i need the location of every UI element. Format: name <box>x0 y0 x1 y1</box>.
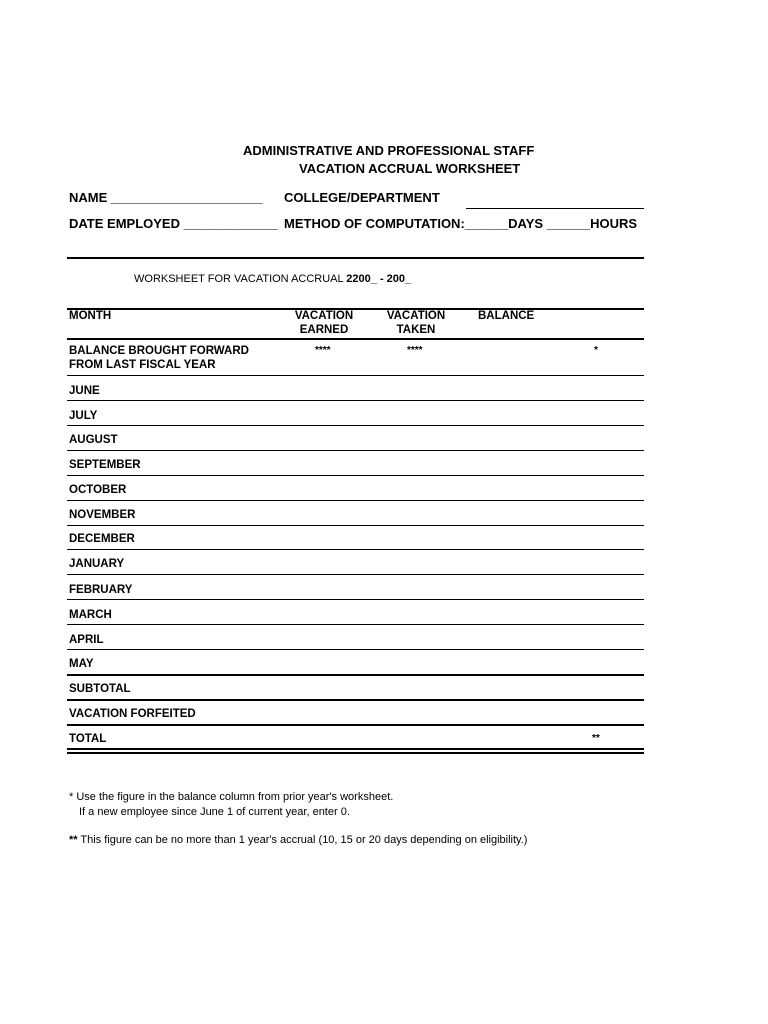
table-row[interactable]: DECEMBER <box>69 533 135 545</box>
table-row[interactable]: FEBRUARY <box>69 584 133 596</box>
row-divider <box>67 450 644 451</box>
row-divider <box>67 400 644 401</box>
table-row[interactable]: NOVEMBER <box>69 509 136 521</box>
table-row[interactable]: SEPTEMBER <box>69 459 141 471</box>
worksheet-years: 2200_ - 200_ <box>346 273 412 285</box>
subtotal-row[interactable]: SUBTOTAL <box>69 683 131 695</box>
table-row[interactable]: JUNE <box>69 385 100 397</box>
column-header-earned-line2: EARNED <box>299 324 349 336</box>
row-divider <box>67 674 644 676</box>
college-department-underline[interactable] <box>466 208 644 209</box>
worksheet-label <box>134 273 411 285</box>
table-bottom-border-double <box>67 752 644 754</box>
header-bottom-border <box>67 338 644 340</box>
row-divider <box>67 525 644 526</box>
row-divider <box>67 375 644 376</box>
footnote-2-text: This figure can be no more than 1 year's accrual (10, 15 or 20 days depending on eligibility.) <box>77 834 528 846</box>
row-divider <box>67 425 644 426</box>
college-department-label: COLLEGE/DEPARTMENT <box>284 190 440 205</box>
row-divider <box>67 699 644 701</box>
table-row[interactable]: OCTOBER <box>69 484 127 496</box>
footnote-1-line1: * Use the figure in the balance column from prior year's worksheet. <box>69 791 394 803</box>
column-header-month: MONTH <box>69 310 112 322</box>
row-divider <box>67 724 644 726</box>
total-row[interactable]: TOTAL <box>69 733 107 745</box>
row-divider <box>67 574 644 575</box>
total-balance-mark: ** <box>592 733 600 744</box>
footnote-2 <box>69 833 527 848</box>
row-divider <box>67 649 644 650</box>
worksheet-label-text: WORKSHEET FOR VACATION ACCRUAL <box>134 273 344 285</box>
table-row[interactable]: APRIL <box>69 634 104 646</box>
method-of-computation-field[interactable]: METHOD OF COMPUTATION:______DAYS ______HOURS <box>284 216 638 231</box>
table-row[interactable]: MAY <box>69 658 94 670</box>
footnote-1-line2: If a new employee since June 1 of current year, enter 0. <box>79 806 350 818</box>
row-divider <box>67 475 644 476</box>
vacation-forfeited-row[interactable]: VACATION FORFEITED <box>69 708 196 720</box>
column-header-balance: BALANCE <box>478 310 535 322</box>
balance-forward-earned-mark: **** <box>315 345 331 356</box>
date-employed-field[interactable]: DATE EMPLOYED _____________ <box>69 216 278 231</box>
table-row[interactable]: AUGUST <box>69 434 118 446</box>
table-row[interactable]: MARCH <box>69 609 112 621</box>
balance-forward-label-line1: BALANCE BROUGHT FORWARD <box>69 345 249 357</box>
row-divider <box>67 599 644 600</box>
column-header-taken-line1: VACATION <box>386 310 446 322</box>
row-divider <box>67 624 644 625</box>
name-field[interactable]: NAME _____________________ <box>69 190 263 205</box>
column-header-vacation-taken <box>372 309 460 337</box>
row-divider <box>67 500 644 501</box>
form-title-line1: ADMINISTRATIVE AND PROFESSIONAL STAFF <box>243 143 535 158</box>
section-divider <box>67 257 644 259</box>
row-divider <box>67 549 644 550</box>
column-header-vacation-earned <box>280 309 368 337</box>
balance-forward-label-line2: FROM LAST FISCAL YEAR <box>69 359 216 371</box>
footnote-2-mark: ** <box>69 834 78 846</box>
form-title-line2: VACATION ACCRUAL WORKSHEET <box>299 161 521 176</box>
column-header-earned-line1: VACATION <box>294 310 354 322</box>
balance-forward-balance-mark: * <box>594 345 598 356</box>
table-row[interactable]: JANUARY <box>69 558 125 570</box>
table-bottom-border <box>67 748 644 750</box>
balance-forward-taken-mark: **** <box>407 345 423 356</box>
column-header-taken-line2: TAKEN <box>396 324 436 336</box>
table-row[interactable]: JULY <box>69 410 98 422</box>
